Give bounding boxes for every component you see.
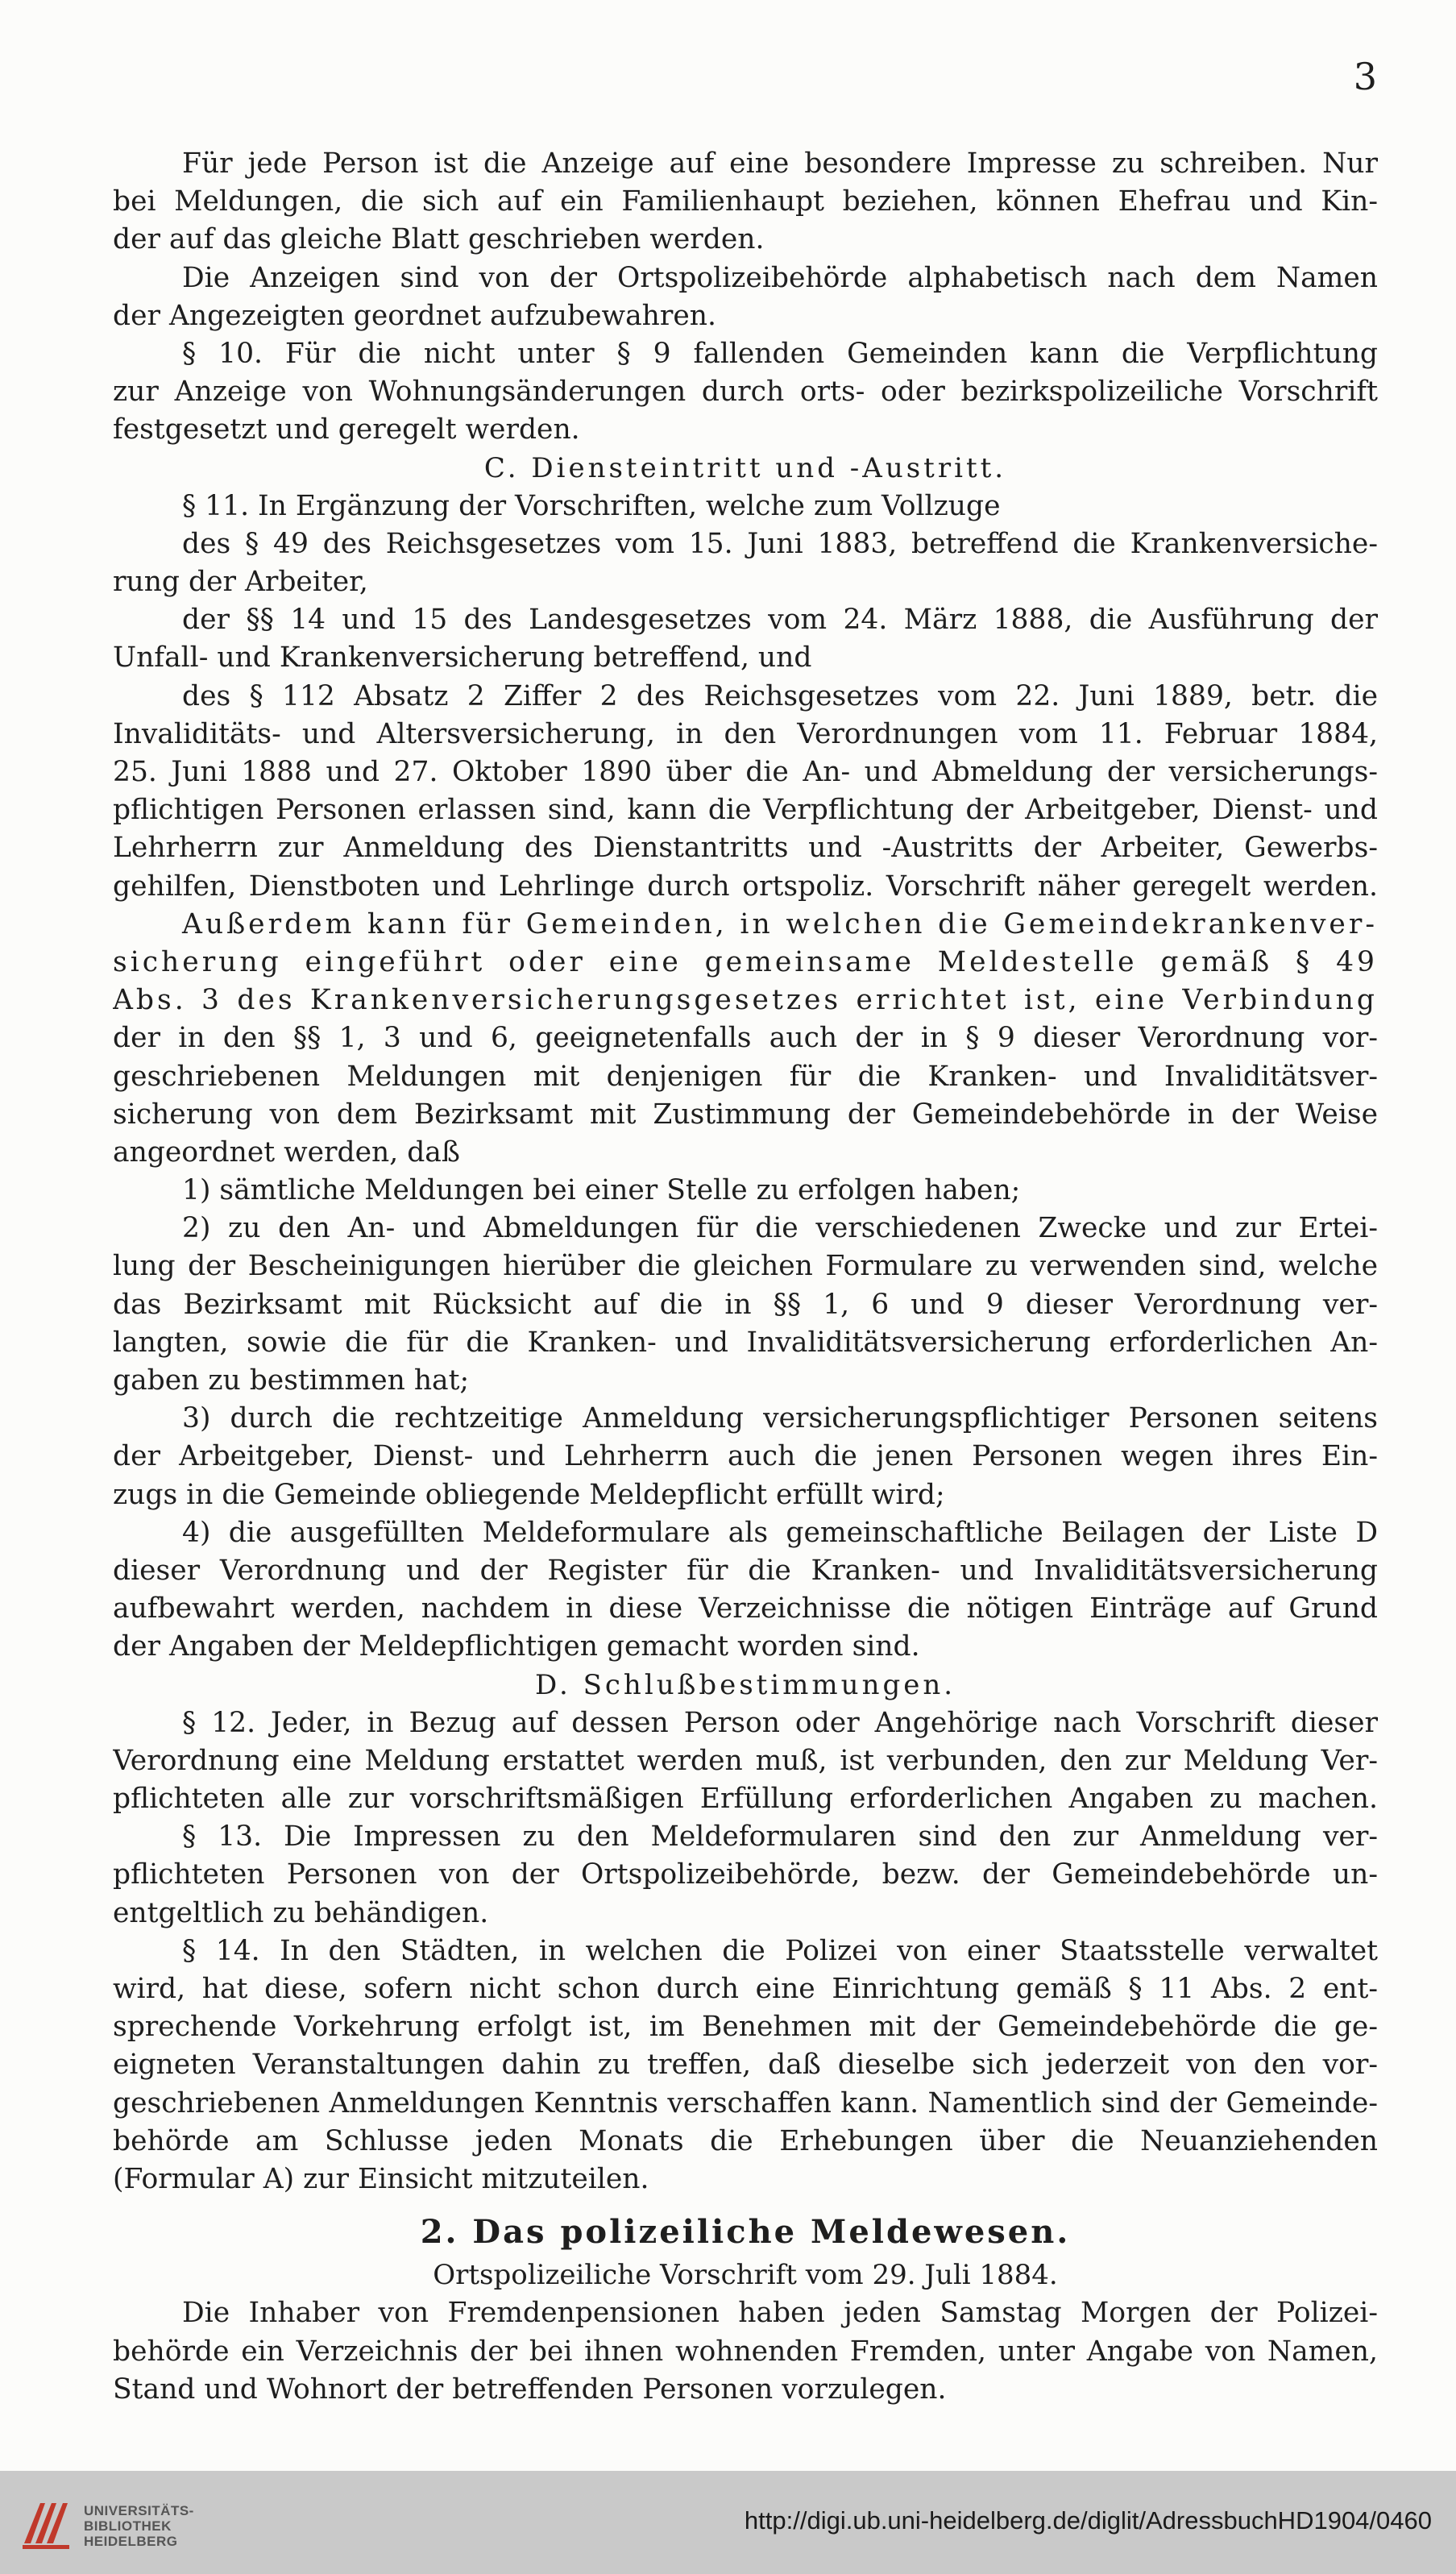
text-line: Lehrherrn zur Anmeldung des Dienstantritts und -Austritts der Arbeiter, Gewerbs- [113,832,1378,865]
text-line: der §§ 14 und 15 des Landesgesetzes vom 24. März 1888, die Ausführung der [182,604,1378,637]
text-line: § 11. In Ergänzung der Vorschriften, welche zum Vollzuge [182,489,1001,522]
text-line: Verordnung eine Meldung erstattet werden muß, ist verbunden, den zur Meldung Ver- [113,1744,1378,1777]
text-line: dieser Verordnung und der Register für die Kranken- und Invaliditätsversicherung [113,1554,1378,1587]
text-line: Ortspolizeiliche Vorschrift vom 29. Juli 1884. [433,2259,1058,2292]
library-name: UNIVERSITÄTS- BIBLIOTHEK HEIDELBERG [84,2503,194,2549]
text-line: sprechende Vorkehrung erfolgt ist, im Benehmen mit der Gemeindebehörde die ge- [113,2011,1378,2044]
text-line: rung der Arbeiter, [113,566,368,599]
text-line: § 10. Für die nicht unter § 9 fallenden Gemeinden kann die Verpflichtung [182,337,1378,370]
text-line: bei Meldungen, die sich auf ein Familienhaupt beziehen, können Ehefrau und Kin- [113,185,1378,218]
text-line: 25. Juni 1888 und 27. Oktober 1890 über die An- und Abmeldung der versicherungs- [113,756,1378,788]
text-line: lung der Bescheinigungen hierüber die gleichen Formulare zu verwenden sind, welche [113,1250,1378,1283]
text-line: C. Diensteintritt und -Austritt. [483,451,1007,484]
text-line: behörde ein Verzeichnis der bei ihnen wohnenden Fremden, unter Angabe von Namen, [113,2335,1378,2368]
university-logo-icon [16,2495,76,2555]
text-line: angeordnet werden, daß [113,1135,460,1169]
text-line: wird, hat diese, sofern nicht schon durch eine Einrichtung gemäß § 11 Abs. 2 ent- [113,1973,1378,2005]
text-line: Abs. 3 des Krankenversicherungsgesetzes errichtet ist, eine Verbindung [113,984,1378,1017]
document-body [113,145,1378,2409]
text-line: zur Anzeige von Wohnungsänderungen durch orts- oder bezirkspolizeiliche Vorschrift [113,376,1378,409]
text-line: sicherung von dem Bezirksamt mit Zustimmung der Gemeindebehörde in der Weise [113,1098,1378,1131]
text-line: 2. Das polizeiliche Meldewesen. [420,2213,1071,2252]
source-url[interactable]: http://digi.ub.uni-heidelberg.de/diglit/AdressbuchHD1904/0460 [744,2506,1432,2535]
text-line: aufbewahrt werden, nachdem in diese Verzeichnisse die nötigen Einträge auf Grund [113,1592,1378,1625]
text-line: des § 112 Absatz 2 Ziffer 2 des Reichsgesetzes vom 22. Juni 1889, betr. die [182,679,1378,712]
footer-bar [0,2471,1456,2574]
text-line: langten, sowie die für die Kranken- und Invaliditätsversicherung erforderlichen An- [113,1326,1378,1359]
text-line: gehilfen, Dienstboten und Lehrlinge durch ortspoliz. Vorschrift näher geregelt werden. [113,870,1378,903]
page-number: 3 [1353,55,1377,98]
text-line: (Formular A) zur Einsicht mitzuteilen. [113,2162,649,2195]
text-line: Außerdem kann für Gemeinden, in welchen die Gemeindekrankenver- [182,907,1378,940]
text-line: pflichteten Personen von der Ortspolizeibehörde, bezw. der Gemeindebehörde un- [113,1858,1378,1891]
text-line: Die Inhaber von Fremdenpensionen haben jeden Samstag Morgen der Polizei- [182,2297,1378,2330]
text-line: 2) zu den An- und Abmeldungen für die verschiedenen Zwecke und zur Ertei- [182,1212,1378,1245]
text-line: entgeltlich zu behändigen. [113,1896,489,1929]
text-line: Invaliditäts- und Altersversicherung, in den Verordnungen vom 11. Februar 1884, [113,717,1378,750]
text-line: D. Schlußbestimmungen. [534,1668,956,1701]
text-line: pflichtigen Personen erlassen sind, kann die Verpflichtung der Arbeitgeber, Dienst- und [113,794,1378,827]
text-line: Die Anzeigen sind von der Ortspolizeibehörde alphabetisch nach dem Namen [182,261,1378,294]
text-line: der Angaben der Meldepflichtigen gemacht worden sind. [113,1630,920,1663]
text-line: behörde am Schlusse jeden Monats die Erhebungen über die Neuanziehenden [113,2124,1378,2157]
text-line: zugs in die Gemeinde obliegende Meldepflicht erfüllt wird; [113,1478,945,1511]
text-line: § 13. Die Impressen zu den Meldeformularen sind den zur Anmeldung ver- [182,1820,1378,1854]
text-line: Unfall- und Krankenversicherung betreffend, und [113,641,812,675]
text-line: geschriebenen Meldungen mit denjenigen für die Kranken- und Invaliditätsver- [113,1060,1378,1093]
text-line: 1) sämtliche Meldungen bei einer Stelle zu erfolgen haben; [182,1174,1021,1207]
text-line: das Bezirksamt mit Rücksicht auf die in §§ 1, 6 und 9 dieser Verordnung ver- [113,1288,1378,1321]
text-line: festgesetzt und geregelt werden. [113,413,580,446]
text-line: der Arbeitgeber, Dienst- und Lehrherrn auch die jenen Personen wegen ihres Ein- [113,1440,1378,1473]
text-line: gaben zu bestimmen hat; [113,1364,470,1397]
text-line: der auf das gleiche Blatt geschrieben werden. [113,223,765,256]
text-line: eigneten Veranstaltungen dahin zu treffen, daß dieselbe sich jederzeit von den vor- [113,2049,1378,2082]
text-line: § 12. Jeder, in Bezug auf dessen Person oder Angehörige nach Vorschrift dieser [182,1706,1378,1739]
text-line: Für jede Person ist die Anzeige auf eine besondere Impresse zu schreiben. Nur [182,147,1378,180]
text-line: sicherung eingeführt oder eine gemeinsame Meldestelle gemäß § 49 [113,945,1378,978]
text-line: der in den §§ 1, 3 und 6, geeignetenfalls auch der in § 9 dieser Verordnung vor- [113,1022,1378,1055]
text-line: pflichteten alle zur vorschriftsmäßigen Erfüllung erforderlichen Angaben zu machen. [113,1783,1378,1816]
text-line: 4) die ausgefüllten Meldeformulare als gemeinschaftliche Beilagen der Liste D [182,1516,1378,1549]
text-line: Stand und Wohnort der betreffenden Personen vorzulegen. [113,2373,947,2406]
text-line: der Angezeigten geordnet aufzubewahren. [113,299,716,332]
text-line: § 14. In den Städten, in welchen die Polizei von einer Staatsstelle verwaltet [182,1934,1378,1967]
text-line: des § 49 des Reichsgesetzes vom 15. Juni 1883, betreffend die Krankenversiche- [182,527,1378,560]
text-line: geschriebenen Anmeldungen Kenntnis verschaffen kann. Namentlich sind der Gemeinde- [113,2086,1378,2119]
text-line: 3) durch die rechtzeitige Anmeldung versicherungspflichtiger Personen seitens [182,1402,1378,1435]
